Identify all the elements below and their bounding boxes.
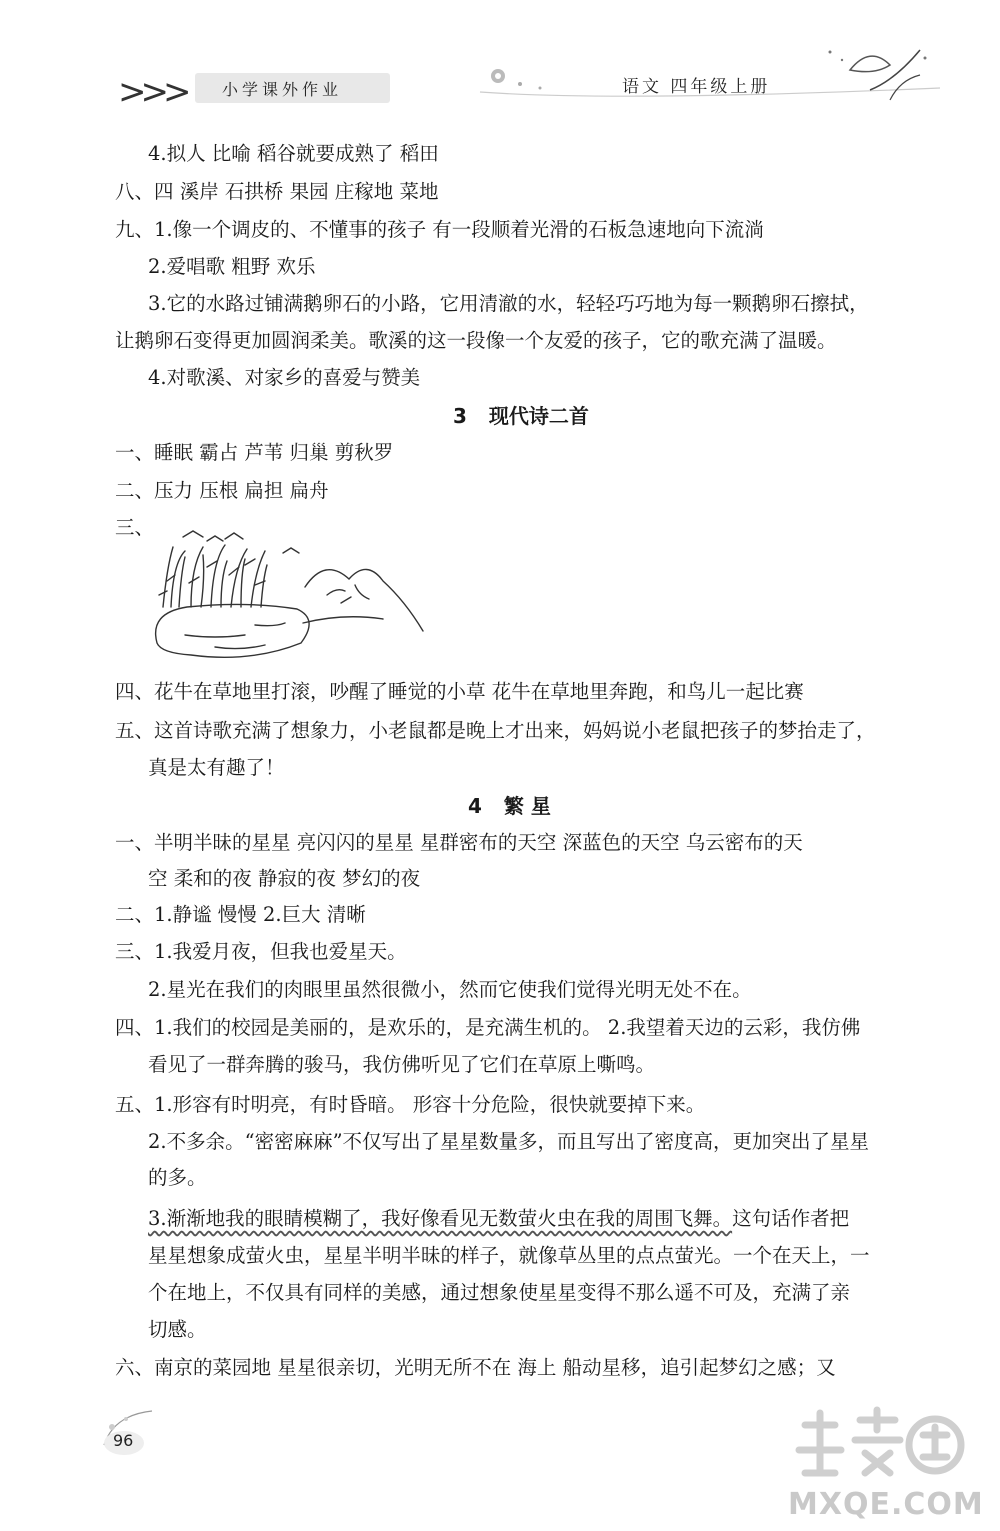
- section-title: [468, 793, 551, 819]
- answer-line: 五、1.形容有时明亮，有时昏暗。 形容十分危险，很快就要掉下来。: [115, 1093, 706, 1116]
- answer-line: 五、这首诗歌充满了想象力，小老鼠都是晚上才出来，妈妈说小老鼠把孩子的梦抬走了，: [115, 719, 876, 742]
- subject-grade: 语文 四年级上册: [622, 77, 771, 97]
- answer-line: 星星想象成萤火虫，星星半明半昧的样子，就像草丛里的点点萤光。一个在天上，一: [148, 1244, 870, 1267]
- answer-line: 3.它的水路过铺满鹅卵石的小路，它用清澈的水，轻轻巧巧地为每一颗鹅卵石擦拭，: [148, 292, 869, 315]
- answer-line: 四、花牛在草地里打滚，吵醒了睡觉的小草 花牛在草地里奔跑，和鸟儿一起比赛: [115, 680, 804, 703]
- answer-line: 二、压力 压根 扁担 扁舟: [115, 479, 329, 502]
- answer-line: 四、1.我们的校园是美丽的，是欢乐的，是充满生机的。 2.我望着天边的云彩，我仿佛: [115, 1016, 861, 1039]
- answer-line: 4.拟人 比喻 稻谷就要成熟了 稻田: [148, 142, 439, 165]
- answer-line: 八、四 溪岸 石拱桥 果园 庄稼地 菜地: [115, 180, 439, 203]
- quoted-sentence: 3.渐渐地我的眼睛模糊了，我好像看见无数萤火虫在我的周围飞舞。: [148, 1207, 733, 1230]
- answer-line: 二、1.静谧 慢慢 2.巨大 清晰: [115, 903, 366, 926]
- watermark-text: MXQE.COM: [788, 1487, 984, 1522]
- watermark-logo: [785, 1405, 965, 1485]
- reed-mountain-sketch: [145, 525, 425, 665]
- section-title: [453, 403, 589, 429]
- answer-line: 让鹅卵石变得更加圆润柔美。歌溪的这一段像一个友爱的孩子，它的歌充满了温暖。: [115, 329, 837, 352]
- answer-line: [148, 1206, 849, 1232]
- answer-line: 三、1.我爱月夜，但我也爱星天。: [115, 940, 407, 963]
- answer-line: 2.星光在我们的肉眼里虽然很微小，然而它使我们觉得光明无处不在。: [148, 978, 752, 1001]
- answer-line: 4.对歌溪、对家乡的喜爱与赞美: [148, 366, 421, 389]
- section-number: 4: [468, 794, 482, 818]
- section-number: 3: [453, 404, 467, 428]
- section-heading: 繁 星: [503, 794, 551, 818]
- answer-line: 切感。: [148, 1318, 207, 1341]
- chevrons-icon: >>>: [118, 72, 186, 112]
- answer-line: 2.不多余。“密密麻麻”不仅写出了星星数量多，而且写出了密度高，更加突出了星星: [148, 1130, 870, 1153]
- page-number: 96: [113, 1431, 134, 1450]
- answer-line: 六、南京的菜园地 星星很亲切，光明无所不在 海上 船动星移，追引起梦幻之感；又: [115, 1356, 836, 1379]
- section-heading: 现代诗二首: [488, 404, 589, 428]
- answer-line: 真是太有趣了！: [148, 756, 285, 779]
- answer-line: 看见了一群奔腾的骏马，我仿佛听见了它们在草原上嘶鸣。: [148, 1053, 656, 1076]
- answer-line: 一、半明半昧的星星 亮闪闪的星星 星群密布的天空 深蓝色的天空 乌云密布的天: [115, 831, 803, 854]
- answer-line: 空 柔和的夜 静寂的夜 梦幻的夜: [148, 867, 421, 890]
- answer-line: 一、睡眠 霸占 芦苇 归巢 剪秋罗: [115, 441, 394, 464]
- answer-line: 2.爱唱歌 粗野 欢乐: [148, 255, 316, 278]
- answer-line: 九、1.像一个调皮的、不懂事的孩子 有一段顺着光滑的石板急速地向下流淌: [115, 218, 764, 241]
- answer-line: 个在地上，不仅具有同样的美感，通过想象使星星变得不那么遥不可及，充满了亲: [148, 1281, 851, 1304]
- answer-text: 这句话作者把: [732, 1207, 850, 1230]
- answer-line: 的多。: [148, 1166, 207, 1189]
- series-title: 小学课外作业: [222, 80, 343, 99]
- answer-line: 三、: [115, 516, 155, 539]
- page-header: [0, 0, 1000, 130]
